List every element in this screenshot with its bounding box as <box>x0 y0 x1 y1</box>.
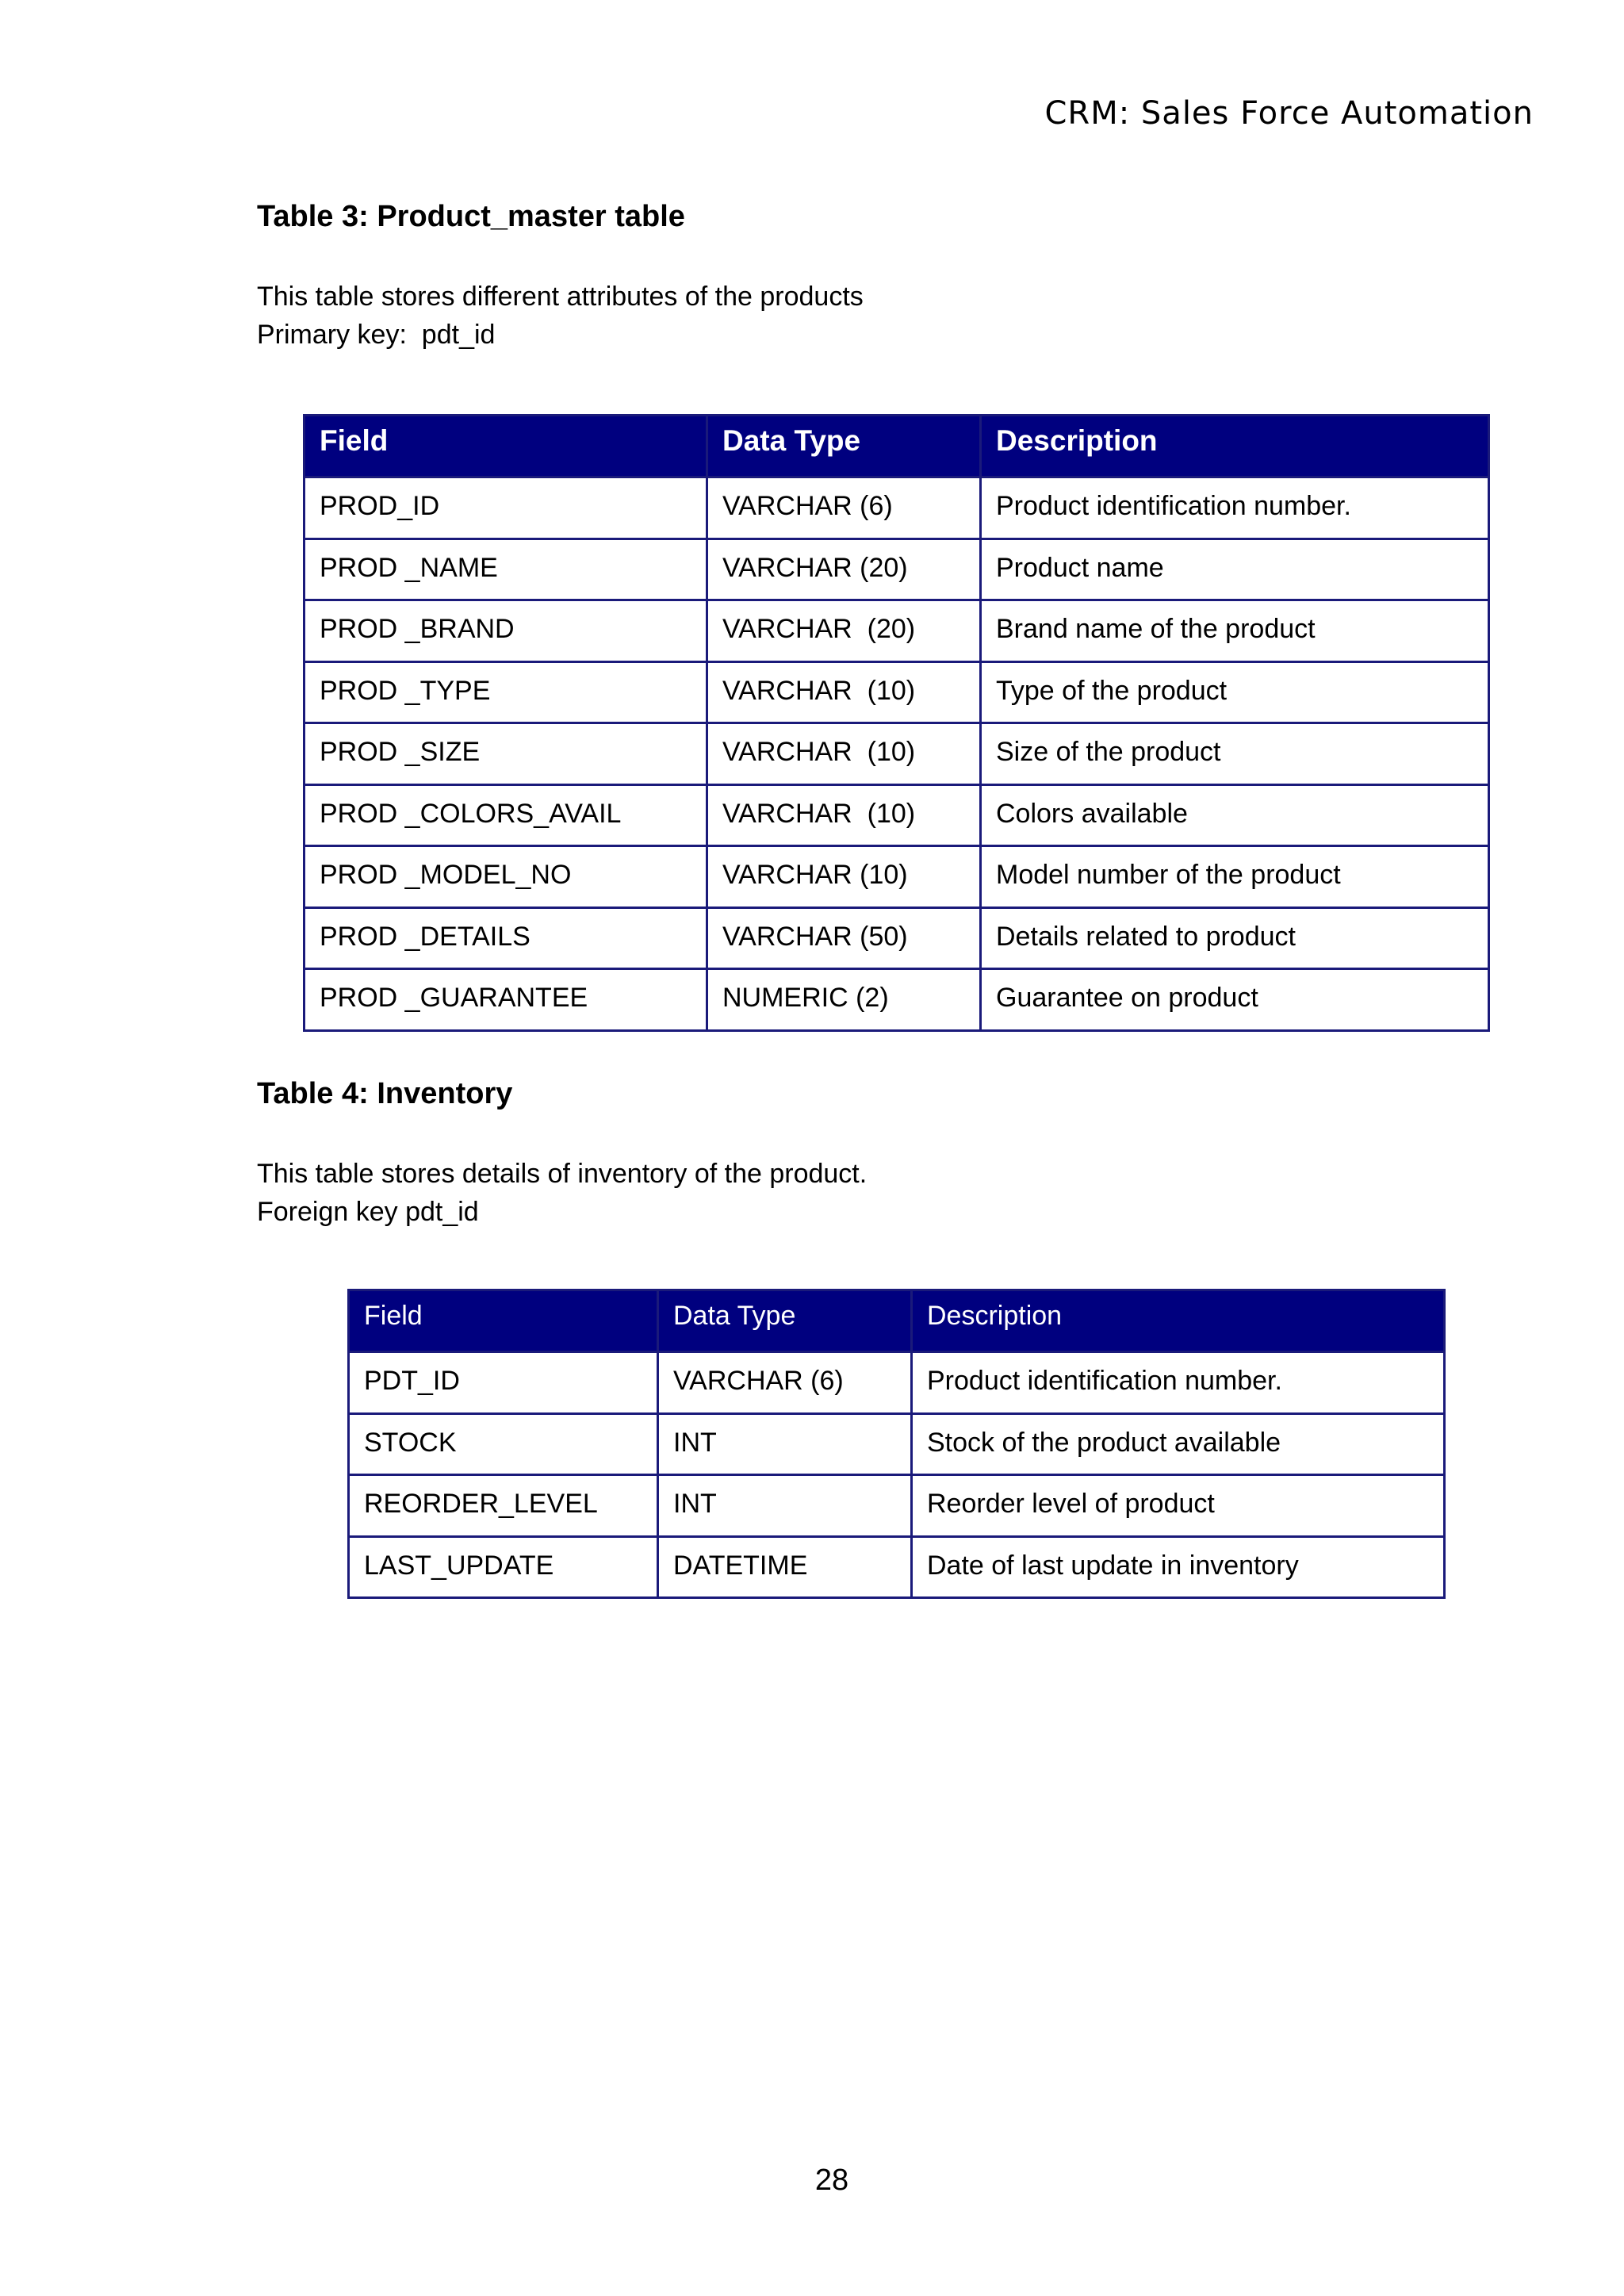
cell-description: Colors available <box>981 784 1489 846</box>
cell-field: PROD _COLORS_AVAIL <box>304 784 707 846</box>
running-header: CRM: Sales Force Automation <box>1044 95 1534 132</box>
cell-field: PROD _MODEL_NO <box>304 846 707 908</box>
cell-description: Guarantee on product <box>981 969 1489 1031</box>
table-header-row <box>349 1290 1445 1352</box>
cell-data-type: NUMERIC (2) <box>707 969 981 1031</box>
cell-data-type: INT <box>658 1413 912 1475</box>
table-row <box>304 907 1489 969</box>
cell-field: REORDER_LEVEL <box>349 1475 658 1537</box>
cell-data-type: VARCHAR (20) <box>707 600 981 662</box>
cell-description: Model number of the product <box>981 846 1489 908</box>
cell-description: Brand name of the product <box>981 600 1489 662</box>
cell-field: PDT_ID <box>349 1352 658 1414</box>
table-row <box>304 661 1489 723</box>
column-header-field: Field <box>349 1290 658 1352</box>
cell-field: PROD _BRAND <box>304 600 707 662</box>
cell-field: STOCK <box>349 1413 658 1475</box>
cell-field: PROD _GUARANTEE <box>304 969 707 1031</box>
table-row <box>304 723 1489 785</box>
cell-field: LAST_UPDATE <box>349 1536 658 1598</box>
table4-description: This table stores details of inventory of the product. <box>257 1159 868 1189</box>
cell-data-type: INT <box>658 1475 912 1537</box>
column-header-field: Field <box>304 416 707 477</box>
cell-data-type: DATETIME <box>658 1536 912 1598</box>
table-row <box>349 1475 1445 1537</box>
table3-description: This table stores different attributes of the products <box>257 282 864 312</box>
table-row <box>304 784 1489 846</box>
cell-data-type: VARCHAR (6) <box>658 1352 912 1414</box>
cell-field: PROD_ID <box>304 477 707 539</box>
table-header-row <box>304 416 1489 477</box>
table-row <box>304 969 1489 1031</box>
cell-description: Size of the product <box>981 723 1489 785</box>
table3-description-block <box>257 278 864 354</box>
product-master-table <box>303 414 1490 1032</box>
cell-description: Reorder level of product <box>912 1475 1445 1537</box>
cell-data-type: VARCHAR (10) <box>707 784 981 846</box>
table3-title: Table 3: Product_master table <box>257 200 685 233</box>
table-row <box>349 1413 1445 1475</box>
inventory-table <box>347 1289 1446 1599</box>
column-header-data-type: Data Type <box>707 416 981 477</box>
cell-data-type: VARCHAR (10) <box>707 846 981 908</box>
table-row <box>304 477 1489 539</box>
table-row <box>349 1536 1445 1598</box>
table-row <box>304 846 1489 908</box>
table-row <box>304 539 1489 600</box>
cell-field: PROD _DETAILS <box>304 907 707 969</box>
table-row <box>304 600 1489 662</box>
cell-description: Product identification number. <box>912 1352 1445 1414</box>
cell-description: Product name <box>981 539 1489 600</box>
cell-field: PROD _SIZE <box>304 723 707 785</box>
cell-data-type: VARCHAR (20) <box>707 539 981 600</box>
cell-field: PROD _NAME <box>304 539 707 600</box>
cell-data-type: VARCHAR (6) <box>707 477 981 539</box>
column-header-data-type: Data Type <box>658 1290 912 1352</box>
cell-data-type: VARCHAR (50) <box>707 907 981 969</box>
table3-primary-key: Primary key: pdt_id <box>257 320 496 350</box>
table4-description-block <box>257 1155 867 1231</box>
column-header-description: Description <box>912 1290 1445 1352</box>
cell-data-type: VARCHAR (10) <box>707 661 981 723</box>
cell-description: Details related to product <box>981 907 1489 969</box>
table-row <box>349 1352 1445 1414</box>
cell-description: Product identification number. <box>981 477 1489 539</box>
cell-description: Type of the product <box>981 661 1489 723</box>
cell-description: Date of last update in inventory <box>912 1536 1445 1598</box>
cell-data-type: VARCHAR (10) <box>707 723 981 785</box>
column-header-description: Description <box>981 416 1489 477</box>
table4-title: Table 4: Inventory <box>257 1077 513 1110</box>
table4-foreign-key: Foreign key pdt_id <box>257 1197 479 1227</box>
cell-field: PROD _TYPE <box>304 661 707 723</box>
cell-description: Stock of the product available <box>912 1413 1445 1475</box>
page-number: 28 <box>814 2164 849 2197</box>
